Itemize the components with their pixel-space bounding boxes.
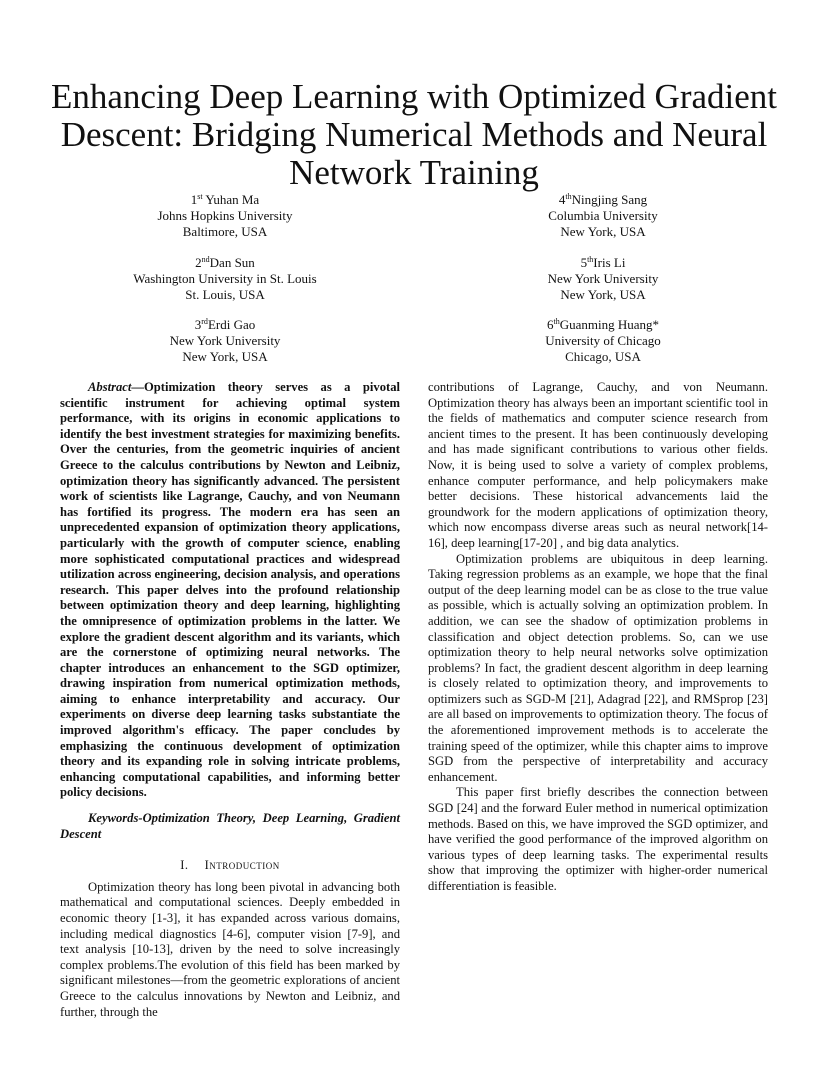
author-name-text: Guanming Huang* (559, 317, 660, 332)
author-location: New York, USA (560, 287, 646, 302)
author-name (473, 192, 733, 208)
author-location: Baltimore, USA (182, 224, 268, 239)
author-name (95, 255, 355, 271)
intro-paragraph-1: Optimization theory has long been pivotal in advancing both mathematical and computational sciences. Deeply embedded in economic theory [1-3], it has expanded across various domains, including medical diagnostics [4-6], computer vision [7-9], and text analysis [10-13], driven by the need to solve increasingly complex problems.The evolution of this field has been marked by significant milestones—from the geometric explorations of ancient Greece to the calculus innovations by Newton and Leibniz, and further, through the (60, 879, 400, 1019)
intro-paragraph-2: Optimization problems are ubiquitous in deep learning. Taking regression problems as an example, we hope that the final output of the deep learning model can be as close to the true value as possible, which is actually solving an optimization problem. In addition, we can see the shadow of optimization problems in classification and object detection problems. So, can we use optimization theory to help neural networks solve optimization problems? In fact, the gradient descent algorithm in deep learning is closely related to optimization theory, and improvements to optimizers such as SGD-M [21], Adagrad [22], and RMSprop [23] are all based on improvements to optimization theory. The focus of the aforementioned improvement methods is to accelerate the training speed of the optimizer, while this chapter aims to improve SGD from the perspective of interpretability and accuracy enhancement. (428, 551, 768, 784)
author-rank: 2 (195, 255, 202, 270)
author-affiliation: Johns Hopkins University (157, 208, 293, 223)
author-rank-suffix: rd (201, 317, 208, 326)
author-affiliation: Columbia University (548, 208, 658, 223)
section-title: Introduction (204, 858, 280, 873)
author-5 (473, 255, 733, 303)
author-name-text: Erdi Gao (207, 317, 256, 332)
author-location: Chicago, USA (565, 349, 641, 364)
author-name-text: Ningjing Sang (571, 192, 648, 207)
author-rank-suffix: th (565, 192, 572, 201)
abstract-label: Abstract (88, 380, 132, 394)
author-location: New York, USA (182, 349, 268, 364)
abstract (60, 380, 400, 801)
author-affiliation: New York University (169, 333, 281, 348)
author-rank: 5 (580, 255, 588, 270)
author-6 (473, 317, 733, 365)
author-name (473, 317, 733, 333)
author-name (473, 255, 733, 271)
paper-title: Enhancing Deep Learning with Optimized Gradient Descent: Bridging Numerical Methods and Neural Network Training (50, 77, 777, 192)
right-column (428, 380, 768, 895)
intro-paragraph-3: This paper first briefly describes the connection between SGD [24] and the forward Euler method in numerical optimization methods. Based on this, we have improved the SGD optimizer, and have verified the good performance of the improved algorithm on various types of deep learning tasks. The experimental results show that improving the optimizer with higher-order numerical differentiation is feasible. (428, 785, 768, 893)
author-location: New York, USA (560, 224, 646, 239)
author-rank: 4 (558, 192, 566, 207)
author-rank: 3 (194, 317, 202, 332)
author-1 (95, 192, 355, 240)
author-name (95, 317, 355, 333)
abstract-text: —Optimization theory serves as a pivotal scientific instrument for achieving optimal system performance, with its origins in economic applications to identify the best investment strategies for maximizing benefits. Over the centuries, from the geometric inquiries of ancient Greece to the calculus contributions by Newton and Leibniz, optimization theory has significantly advanced. The persistent work of scientists like Lagrange, Cauchy, and von Neumann has fortified its progress. The modern era has seen an unprecedented expansion of optimization theory applications, particularly with the growth of computer science, enabling more sophisticated computational practices and widespread utilization across engineering, decision analysis, and operations research. This paper delves into the profound relationship between optimization theory and deep learning, highlighting the omnipresence of optimization problems in the latter. We explore the gradient descent algorithm and its variants, which are the cornerstone of optimizing neural networks. The chapter introduces an enhancement to the SGD optimizer, drawing inspiration from numerical optimization methods, aiming to enhance interpretability and accuracy. Our experiments on diverse deep learning tasks substantiate the improved algorithm's efficacy. The paper concludes by emphasizing the continuous development of optimization theory and its expanding role in solving intricate problems, enhancing computational capabilities, and informing better policy decisions. (60, 380, 400, 800)
intro-paragraph-continued: contributions of Lagrange, Cauchy, and von Neumann. Optimization theory has always been an important scientific tool in the fields of mathematics and computer science research from ancient times to the present. It has been continuously developing and has made significant contributions to various other fields. Now, it is being used to solve a variety of complex problems, enhance computer performance, and help policymakers make better decisions. These historical advancements laid the groundwork for the modern applications of optimization theory, which now encompass diverse areas such as neural network[14-16], deep learning[17-20] , and big data analytics. (428, 380, 768, 550)
author-rank: 1 (190, 192, 198, 207)
author-rank-suffix: th (553, 317, 560, 326)
author-rank: 6 (546, 317, 554, 332)
author-rank-suffix: st (197, 192, 203, 201)
author-rank-suffix: nd (201, 255, 210, 264)
author-name-text: Iris Li (593, 255, 626, 270)
author-affiliation: University of Chicago (545, 333, 661, 348)
author-rank-suffix: th (587, 255, 594, 264)
author-2 (95, 255, 355, 303)
author-name (95, 192, 355, 208)
author-4 (473, 192, 733, 240)
keywords: Keywords-Optimization Theory, Deep Learning, Gradient Descent (60, 811, 400, 841)
author-name-text: Dan Sun (209, 255, 255, 270)
author-name-text: Yuhan Ma (202, 192, 260, 207)
author-affiliation: New York University (547, 271, 659, 286)
left-column (60, 380, 400, 1020)
section-heading-introduction (60, 858, 400, 874)
author-3 (95, 317, 355, 365)
section-number: I. (180, 858, 189, 873)
author-affiliation: Washington University in St. Louis (133, 271, 317, 286)
author-location: St. Louis, USA (185, 287, 265, 302)
